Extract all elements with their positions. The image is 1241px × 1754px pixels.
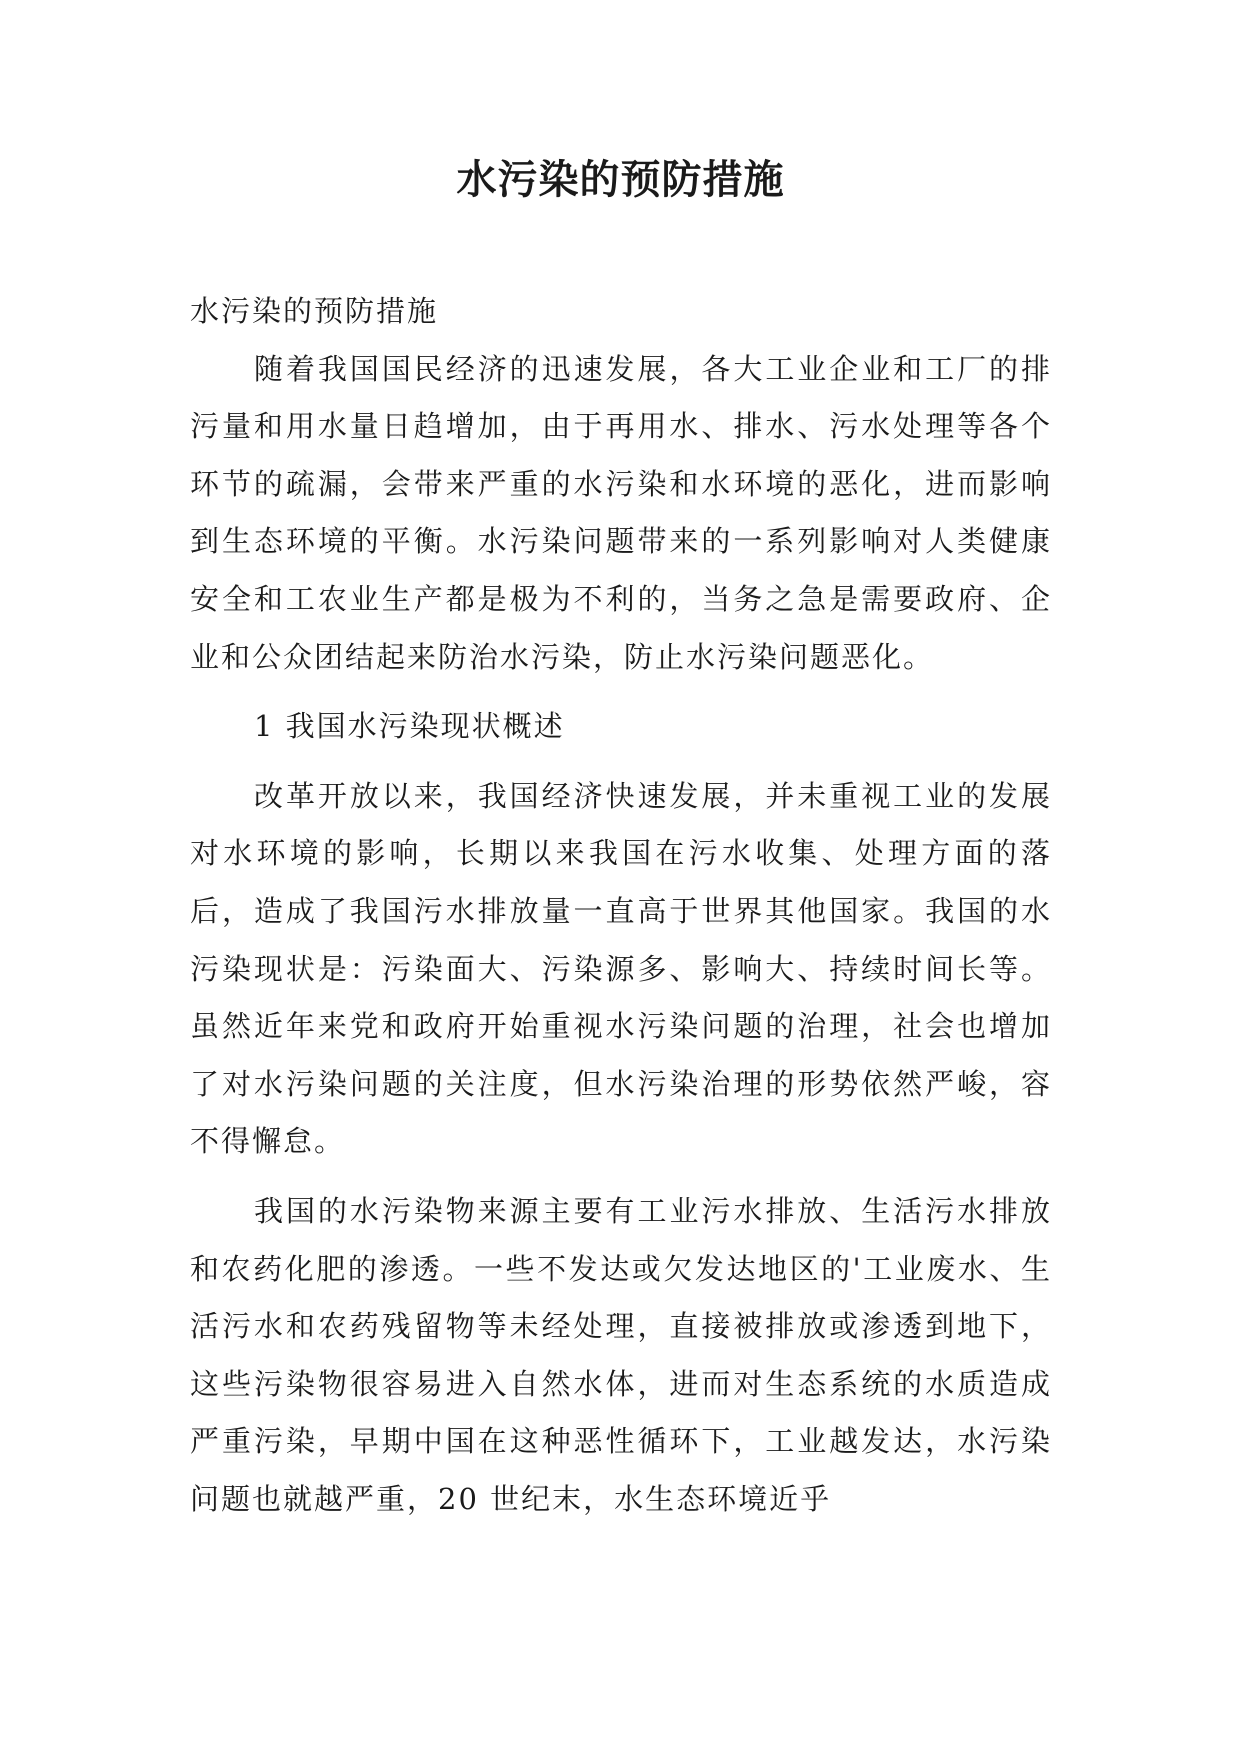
intro-paragraph: 随着我国国民经济的迅速发展，各大工业企业和工厂的排污量和用水量日趋增加，由于再用水、排水、污水处理等各个环节的疏漏，会带来严重的水污染和水环境的恶化，进而影响到生态环境的平衡。水污染问题带来的一系列影响对人类健康安全和工农业生产都是极为不利的，当务之急是需要政府、企业和公众团结起来防治水污染，防止水污染问题恶化。 [190, 351, 1052, 674]
subtitle-line: 水污染的预防措施 [190, 294, 439, 328]
body-paragraph: 改革开放以来，我国经济快速发展，并未重视工业的发展对水环境的影响，长期以来我国在污水收集、处理方面的落后，造成了我国污水排放量一直高于世界其他国家。我国的水污染现状是：污染面大、污染源多、影响大、持续时间长等。虽然近年来党和政府开始重视水污染问题的治理，社会也增加了对水污染问题的关注度，但水污染治理的形势依然严峻，容不得懈怠。 [190, 778, 1052, 1159]
document-title: 水污染的预防措施 [456, 157, 785, 203]
document-body [190, 283, 1052, 1528]
body-paragraph: 我国的水污染物来源主要有工业污水排放、生活污水排放和农药化肥的渗透。一些不发达或欠发达地区的'工业废水、生活污水和农药残留物等未经处理，直接被排放或渗透到地下，这些污染物很容易进入自然水体，进而对生态系统的水质造成严重污染，早期中国在这种恶性循环下，工业越发达，水污染问题也就越严重，20 世纪末，水生态环境近乎 [190, 1193, 1052, 1516]
section-heading: 1 我国水污染现状概述 [254, 709, 565, 744]
